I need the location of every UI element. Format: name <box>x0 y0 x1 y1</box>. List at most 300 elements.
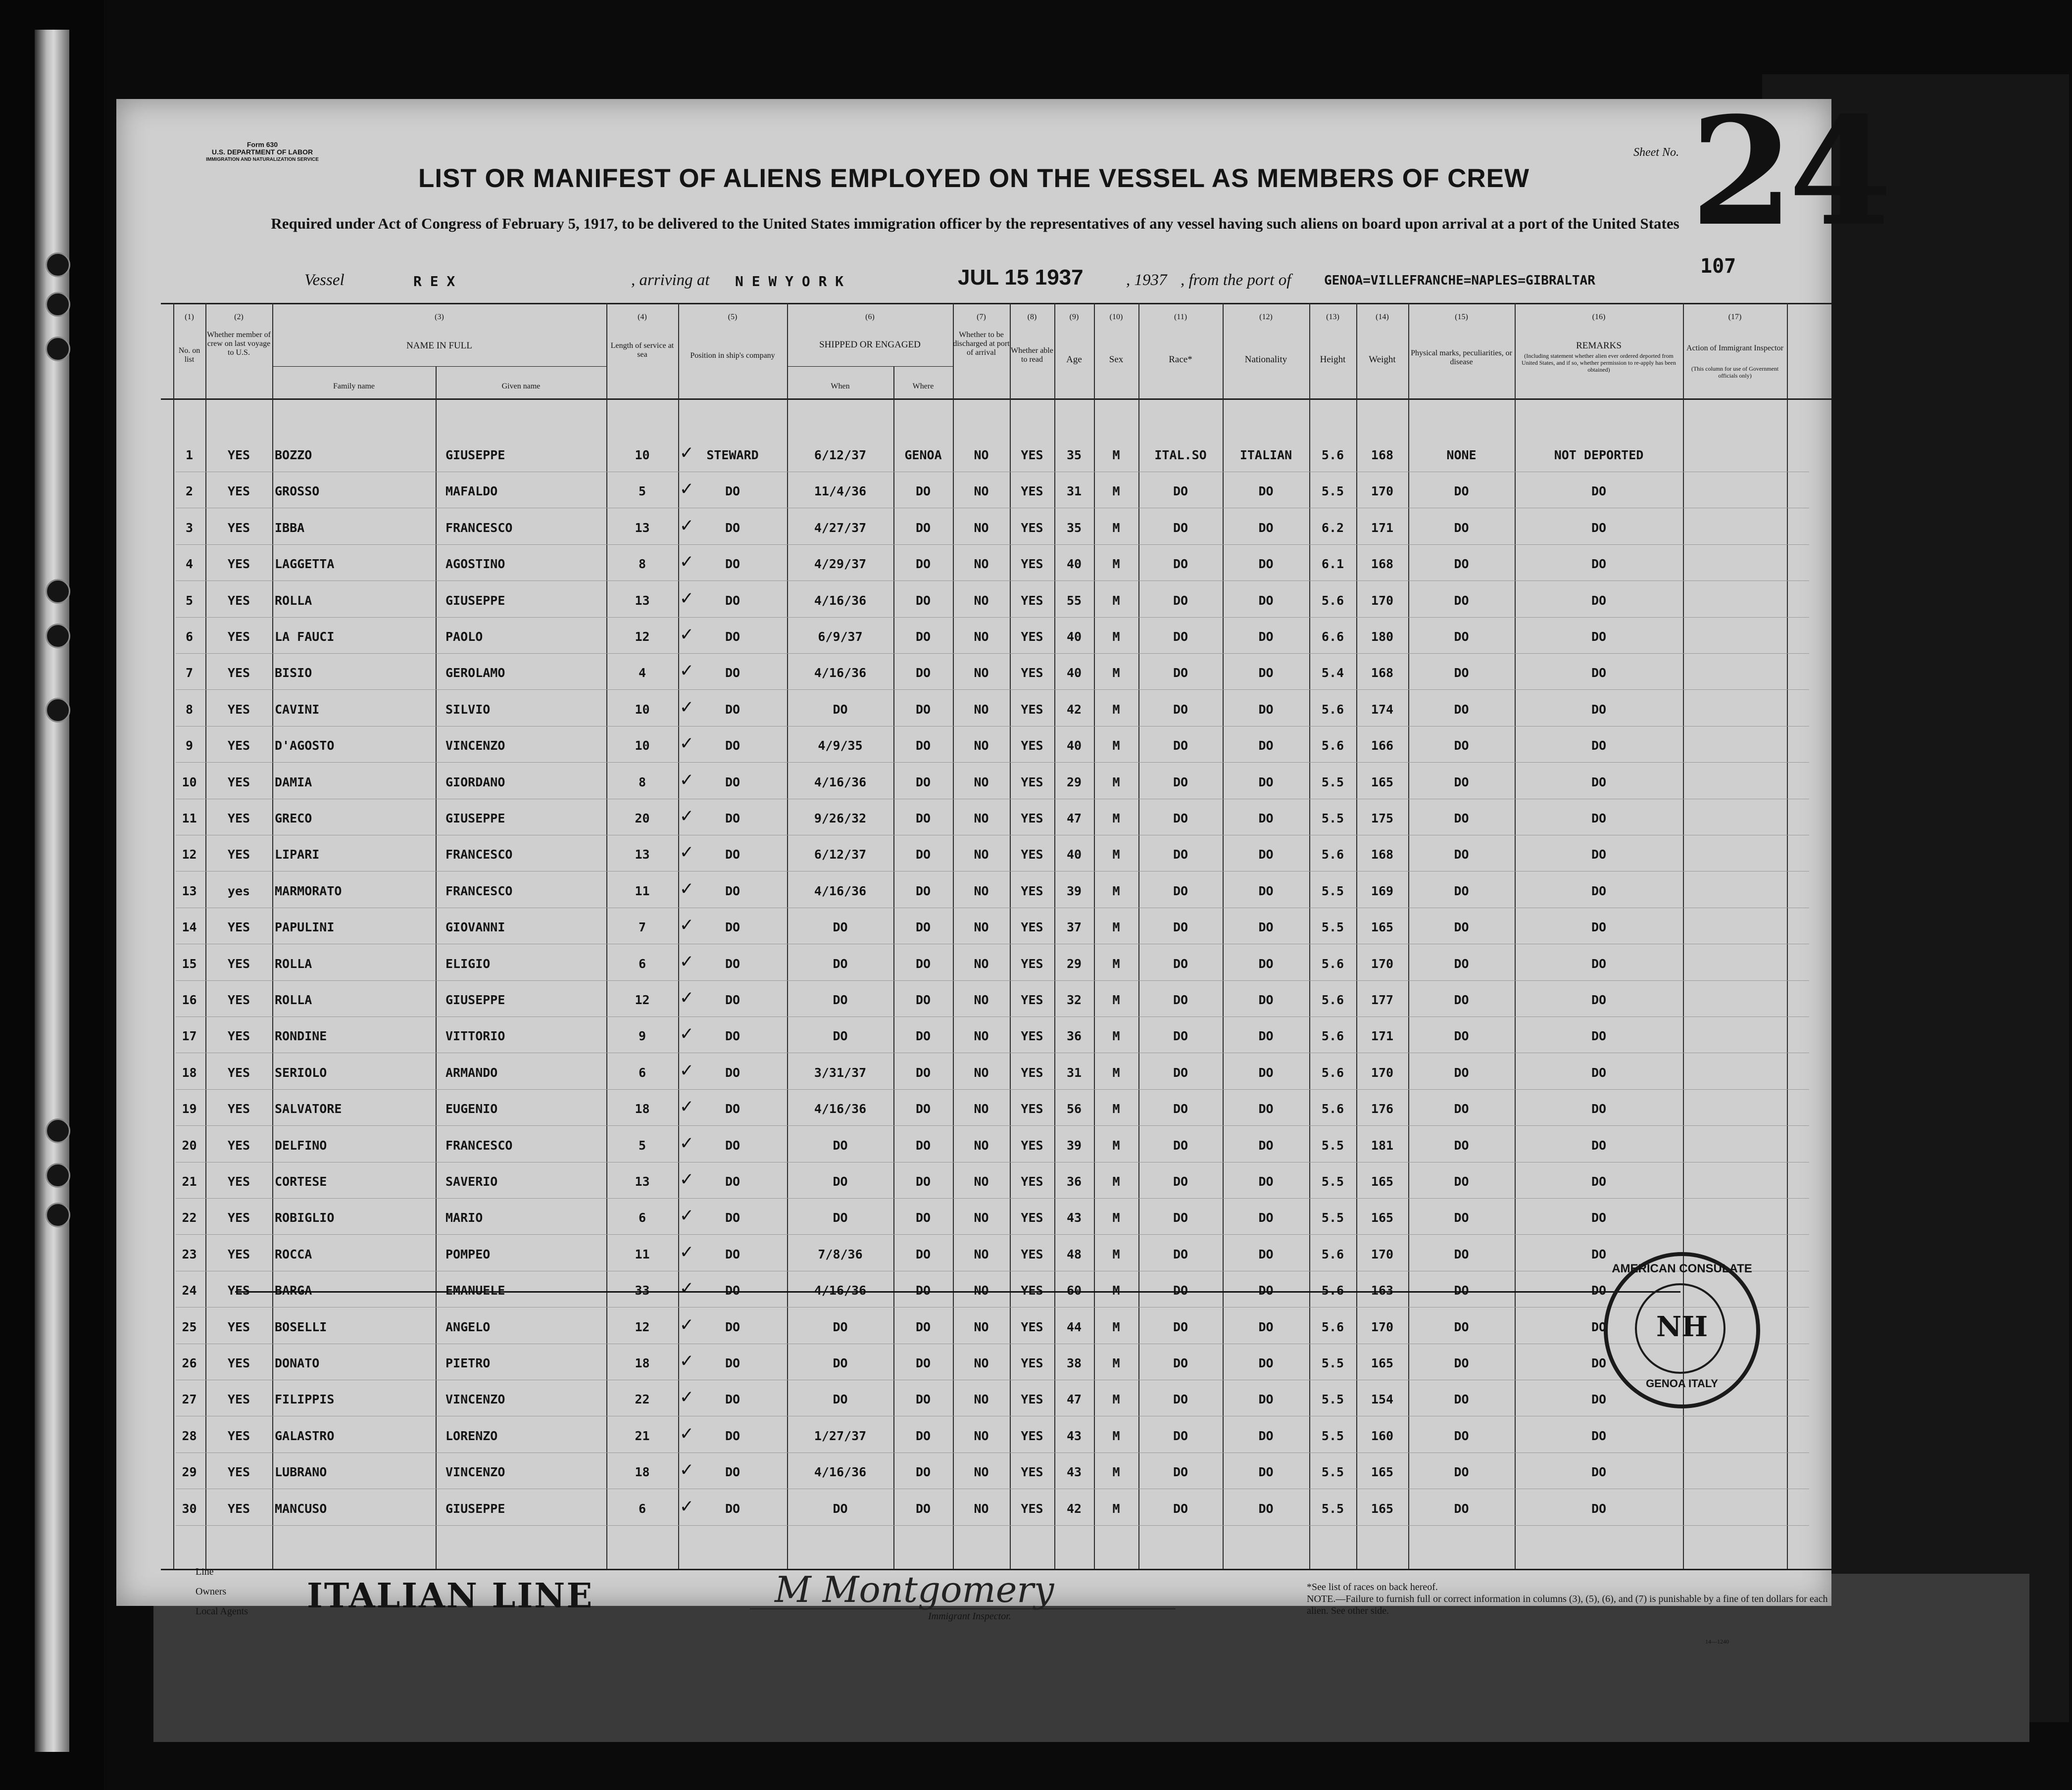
cell-race: DO <box>1173 1392 1188 1406</box>
cell-sex: M <box>1112 1356 1120 1370</box>
cell-sex: M <box>1112 1065 1120 1080</box>
service-line: IMMIGRATION AND NATURALIZATION SERVICE <box>206 157 319 162</box>
cell-no: 29 <box>182 1465 197 1479</box>
cell-position: DO <box>725 521 740 535</box>
cell-height: 5.6 <box>1321 993 1344 1007</box>
cell-remarks: DO <box>1591 957 1607 971</box>
cell-family: ROLLA <box>275 593 312 608</box>
cell-prior: YES <box>227 1029 250 1043</box>
owners-stamp: ITALIAN LINE <box>307 1576 594 1616</box>
cell-discharged: NO <box>974 957 989 971</box>
table-row <box>116 1240 1831 1265</box>
cell-given: GIUSEPPE <box>445 1501 505 1516</box>
cell-no: 26 <box>182 1356 197 1370</box>
cell-no: 20 <box>182 1138 197 1153</box>
cell-weight: 177 <box>1371 993 1394 1007</box>
cell-discharged: NO <box>974 1429 989 1443</box>
cell-read: YES <box>1021 1029 1043 1043</box>
cell-where: DO <box>915 811 931 825</box>
sheet-number: 24 <box>1690 84 1887 259</box>
cell-prior: YES <box>227 993 250 1007</box>
cell-age: 40 <box>1066 557 1082 571</box>
cell-prior: YES <box>227 1392 250 1406</box>
cell-family: LA FAUCI <box>275 629 335 644</box>
cell-race: DO <box>1173 702 1188 717</box>
cell-marks: DO <box>1454 1174 1469 1189</box>
table-row <box>116 1422 1831 1447</box>
cell-position: DO <box>725 920 740 934</box>
seal-text-top: AMERICAN CONSULATE <box>1612 1262 1752 1275</box>
cell-weight: 171 <box>1371 1029 1394 1043</box>
cell-family: LUBRANO <box>275 1465 327 1479</box>
cell-nationality: DO <box>1258 557 1274 571</box>
sheet-label: Sheet No. <box>1633 146 1679 159</box>
cell-sex: M <box>1112 884 1120 898</box>
cell-remarks: DO <box>1591 884 1607 898</box>
cell-given: ELIGIO <box>445 957 491 971</box>
cell-no: 21 <box>182 1174 197 1189</box>
cell-sex: M <box>1112 1247 1120 1261</box>
cell-height: 6.6 <box>1321 629 1344 644</box>
cell-remarks: DO <box>1591 629 1607 644</box>
check-mark: ✓ <box>681 1240 693 1263</box>
cell-discharged: NO <box>974 666 989 680</box>
cell-when: DO <box>833 1320 848 1334</box>
cell-where: DO <box>915 629 931 644</box>
col-number: (8) <box>1027 313 1037 321</box>
page-title: LIST OR MANIFEST OF ALIENS EMPLOYED ON THE VESSEL AS MEMBERS OF CREW <box>418 164 1530 193</box>
cell-discharged: NO <box>974 1210 989 1225</box>
cell-age: 39 <box>1066 1138 1082 1153</box>
cell-when: DO <box>833 1029 848 1043</box>
cell-position: DO <box>725 738 740 753</box>
cell-when: 6/12/37 <box>814 448 867 462</box>
col-number: (16) <box>1592 313 1606 321</box>
cell-race: DO <box>1173 920 1188 934</box>
cell-sex: M <box>1112 1174 1120 1189</box>
cell-remarks: DO <box>1591 521 1607 535</box>
cell-where: DO <box>915 521 931 535</box>
cell-family: GROSSO <box>275 484 320 498</box>
cell-read: YES <box>1021 1392 1043 1406</box>
cell-height: 5.6 <box>1321 957 1344 971</box>
cell-remarks: DO <box>1591 557 1607 571</box>
cell-prior: YES <box>227 1429 250 1443</box>
col-header-nationality: Nationality <box>1244 354 1287 365</box>
header-bottom-rule <box>161 398 1831 400</box>
cell-sex: M <box>1112 775 1120 789</box>
cell-family: D'AGOSTO <box>275 738 335 753</box>
cell-position: DO <box>725 884 740 898</box>
check-mark: ✓ <box>681 659 693 681</box>
col-header-inspector-action: Action of Immigrant Inspector <box>1686 344 1783 352</box>
binder-hole <box>46 337 70 361</box>
cell-no: 19 <box>182 1102 197 1116</box>
cell-discharged: NO <box>974 1356 989 1370</box>
cell-service: 13 <box>635 593 650 608</box>
col-header-remarks-note: (Including statement whether alien ever ordered deported from United States, and if so, whether permission to re-apply has been obtained) <box>1522 352 1676 373</box>
cell-sex: M <box>1112 1138 1120 1153</box>
cell-no: 4 <box>185 557 194 571</box>
cell-race: DO <box>1173 521 1188 535</box>
cell-weight: 170 <box>1371 593 1394 608</box>
row-rule <box>176 1198 1809 1199</box>
cell-family: ROCCA <box>275 1247 312 1261</box>
cell-no: 18 <box>182 1065 197 1080</box>
cell-where: DO <box>915 1210 931 1225</box>
cell-age: 36 <box>1066 1174 1082 1189</box>
cell-service: 10 <box>635 738 650 753</box>
cell-marks: DO <box>1454 1065 1469 1080</box>
cell-age: 43 <box>1066 1210 1082 1225</box>
cell-service: 22 <box>635 1392 650 1406</box>
page-subtitle: Required under Act of Congress of February 5, 1917, to be delivered to the United States immigration officer by the representatives of any vessel having such aliens on board upon arrival at a port of the United States <box>271 215 1679 232</box>
cell-when: 4/16/36 <box>814 775 867 789</box>
cell-family: BOZZO <box>275 448 312 462</box>
cell-discharged: NO <box>974 1465 989 1479</box>
cell-age: 31 <box>1066 484 1082 498</box>
cell-family: GRECO <box>275 811 312 825</box>
cell-where: DO <box>915 920 931 934</box>
cell-nationality: DO <box>1258 521 1274 535</box>
check-mark: ✓ <box>681 1458 693 1481</box>
cell-race: DO <box>1173 993 1188 1007</box>
cell-given: FRANCESCO <box>445 1138 513 1153</box>
cell-read: YES <box>1021 1356 1043 1370</box>
cell-prior: YES <box>227 448 250 462</box>
cell-remarks: DO <box>1591 920 1607 934</box>
cell-remarks: DO <box>1591 993 1607 1007</box>
cell-weight: 171 <box>1371 521 1394 535</box>
cell-sex: M <box>1112 957 1120 971</box>
check-mark: ✓ <box>681 441 693 464</box>
cell-height: 5.6 <box>1321 847 1344 862</box>
cell-remarks: DO <box>1591 1102 1607 1116</box>
cell-given: SAVERIO <box>445 1174 498 1189</box>
cell-remarks: DO <box>1591 775 1607 789</box>
cell-where: DO <box>915 1247 931 1261</box>
table-row <box>116 1349 1831 1374</box>
col-header-height: Height <box>1320 354 1346 365</box>
cell-no: 27 <box>182 1392 197 1406</box>
cell-given: PAOLO <box>445 629 483 644</box>
cell-discharged: NO <box>974 920 989 934</box>
cell-marks: DO <box>1454 775 1469 789</box>
header-top-rule <box>161 303 1831 304</box>
binder-hole <box>46 252 70 277</box>
cell-race: DO <box>1173 738 1188 753</box>
cell-marks: DO <box>1454 702 1469 717</box>
cell-given: VINCENZO <box>445 1392 505 1406</box>
vessel-name: R E X <box>413 273 455 290</box>
cell-prior: YES <box>227 811 250 825</box>
cell-nationality: DO <box>1258 1356 1274 1370</box>
cell-height: 5.5 <box>1321 1429 1344 1443</box>
cell-where: GENOA <box>904 448 942 462</box>
cell-service: 6 <box>638 1065 646 1080</box>
cell-discharged: NO <box>974 1320 989 1334</box>
check-mark: ✓ <box>681 804 693 827</box>
check-mark: ✓ <box>681 731 693 754</box>
cell-marks: DO <box>1454 1102 1469 1116</box>
cell-remarks: DO <box>1591 666 1607 680</box>
cell-position: DO <box>725 775 740 789</box>
cell-discharged: NO <box>974 1029 989 1043</box>
check-mark: ✓ <box>681 623 693 645</box>
col-number: (12) <box>1259 313 1273 321</box>
check-mark: ✓ <box>681 1385 693 1408</box>
cell-prior: YES <box>227 847 250 862</box>
cell-weight: 168 <box>1371 557 1394 571</box>
check-mark: ✓ <box>681 550 693 573</box>
col-number: (15) <box>1455 313 1468 321</box>
cell-read: YES <box>1021 847 1043 862</box>
cell-sex: M <box>1112 1465 1120 1479</box>
cell-sex: M <box>1112 557 1120 571</box>
check-mark: ✓ <box>681 1422 693 1445</box>
check-mark: ✓ <box>681 1313 693 1336</box>
cell-no: 11 <box>182 811 197 825</box>
form-code: 14—1240 <box>1705 1638 1729 1645</box>
binder-spine <box>0 0 104 1790</box>
check-mark: ✓ <box>681 586 693 609</box>
col-number: (10) <box>1109 313 1123 321</box>
cell-nationality: DO <box>1258 884 1274 898</box>
col-number: (3) <box>435 313 444 321</box>
col-number: (13) <box>1326 313 1339 321</box>
cell-where: DO <box>915 993 931 1007</box>
cell-read: YES <box>1021 1138 1043 1153</box>
cell-discharged: NO <box>974 1138 989 1153</box>
arrival-date-stamp: JUL 15 1937 <box>958 265 1084 290</box>
cell-remarks: DO <box>1591 1392 1607 1406</box>
cell-read: YES <box>1021 1065 1043 1080</box>
cell-marks: DO <box>1454 1247 1469 1261</box>
cell-nationality: DO <box>1258 1029 1274 1043</box>
cell-given: FRANCESCO <box>445 847 513 862</box>
cell-weight: 170 <box>1371 484 1394 498</box>
cell-height: 5.5 <box>1321 1174 1344 1189</box>
cell-where: DO <box>915 1465 931 1479</box>
cell-no: 23 <box>182 1247 197 1261</box>
cell-where: DO <box>915 1501 931 1516</box>
cell-prior: YES <box>227 593 250 608</box>
col-number: (5) <box>728 313 738 321</box>
cell-service: 8 <box>638 775 646 789</box>
cell-marks: DO <box>1454 1320 1469 1334</box>
cell-family: BISIO <box>275 666 312 680</box>
table-row <box>116 1385 1831 1410</box>
cell-read: YES <box>1021 629 1043 644</box>
cell-race: DO <box>1173 775 1188 789</box>
cell-position: DO <box>725 1247 740 1261</box>
cell-discharged: NO <box>974 775 989 789</box>
cell-race: DO <box>1173 811 1188 825</box>
cell-prior: YES <box>227 1501 250 1516</box>
col-header-race: Race* <box>1169 354 1192 365</box>
cell-weight: 168 <box>1371 448 1394 462</box>
seal-text-bottom: GENOA ITALY <box>1646 1377 1718 1390</box>
cell-age: 48 <box>1066 1247 1082 1261</box>
cell-service: 20 <box>635 811 650 825</box>
cell-nationality: DO <box>1258 1210 1274 1225</box>
cell-read: YES <box>1021 1174 1043 1189</box>
cell-service: 6 <box>638 1210 646 1225</box>
cell-age: 29 <box>1066 775 1082 789</box>
cell-discharged: NO <box>974 702 989 717</box>
cell-when: 4/16/36 <box>814 1465 867 1479</box>
cell-height: 5.5 <box>1321 811 1344 825</box>
col-header-sex: Sex <box>1109 354 1124 365</box>
row-rule <box>176 1452 1809 1453</box>
cell-service: 18 <box>635 1102 650 1116</box>
cell-given: GIORDANO <box>445 775 505 789</box>
cell-given: GEROLAMO <box>445 666 505 680</box>
cell-height: 5.6 <box>1321 738 1344 753</box>
col-header-name: NAME IN FULL <box>406 340 472 351</box>
col-header-remarks: REMARKS <box>1576 340 1622 351</box>
cell-weight: 174 <box>1371 702 1394 717</box>
check-mark: ✓ <box>681 1349 693 1372</box>
cell-no: 28 <box>182 1429 197 1443</box>
cell-given: LORENZO <box>445 1429 498 1443</box>
cell-where: DO <box>915 1320 931 1334</box>
row-rule <box>176 689 1809 690</box>
col-number: (1) <box>185 313 194 321</box>
cell-given: ARMANDO <box>445 1065 498 1080</box>
table-row <box>116 768 1831 793</box>
col-header-prior-voyage: Whether member of crew on last voyage to U.S. <box>207 331 271 357</box>
cell-service: 13 <box>635 1174 650 1189</box>
cell-marks: DO <box>1454 1210 1469 1225</box>
check-mark: ✓ <box>681 514 693 536</box>
cell-given: EMANUELE <box>445 1283 505 1298</box>
cell-sex: M <box>1112 847 1120 862</box>
cell-nationality: DO <box>1258 1174 1274 1189</box>
binder-hole <box>46 1163 70 1188</box>
arrival-port: N E W Y O R K <box>735 273 844 290</box>
cell-race: DO <box>1173 1247 1188 1261</box>
row-rule <box>176 762 1809 763</box>
departure-ports: GENOA=VILLEFRANCHE=NAPLES=GIBRALTAR <box>1324 273 1595 288</box>
cell-where: DO <box>915 484 931 498</box>
table-row <box>116 840 1831 865</box>
table-row <box>116 877 1831 902</box>
cell-read: YES <box>1021 1247 1043 1261</box>
cell-race: ITAL.SO <box>1154 448 1207 462</box>
cell-read: YES <box>1021 1501 1043 1516</box>
check-mark: ✓ <box>681 986 693 1009</box>
cell-read: YES <box>1021 1465 1043 1479</box>
cell-when: 9/26/32 <box>814 811 867 825</box>
cell-family: BARGA <box>275 1283 312 1298</box>
cell-read: YES <box>1021 702 1043 717</box>
cell-nationality: DO <box>1258 1065 1274 1080</box>
cell-service: 18 <box>635 1356 650 1370</box>
cell-service: 10 <box>635 448 650 462</box>
cell-race: DO <box>1173 847 1188 862</box>
col-header-inspector-note: (This column for use of Government officials only) <box>1691 365 1779 379</box>
cell-remarks: DO <box>1591 1065 1607 1080</box>
cell-marks: DO <box>1454 1356 1469 1370</box>
cell-sex: M <box>1112 593 1120 608</box>
check-mark: ✓ <box>681 1167 693 1190</box>
cell-read: YES <box>1021 738 1043 753</box>
cell-age: 40 <box>1066 738 1082 753</box>
line-label: Line <box>196 1566 214 1577</box>
cell-where: DO <box>915 1138 931 1153</box>
cell-height: 5.5 <box>1321 1392 1344 1406</box>
cell-read: YES <box>1021 920 1043 934</box>
col-header-weight: Weight <box>1369 354 1396 365</box>
cell-service: 13 <box>635 847 650 862</box>
cell-weight: 181 <box>1371 1138 1394 1153</box>
cell-nationality: DO <box>1258 775 1274 789</box>
cell-given: VINCENZO <box>445 1465 505 1479</box>
cell-position: DO <box>725 847 740 862</box>
table-row <box>116 731 1831 756</box>
cell-age: 35 <box>1066 448 1082 462</box>
cell-nationality: DO <box>1258 1283 1274 1298</box>
check-mark: ✓ <box>681 695 693 718</box>
cell-where: DO <box>915 1392 931 1406</box>
cell-nationality: DO <box>1258 957 1274 971</box>
table-row <box>116 1131 1831 1156</box>
cell-marks: DO <box>1454 1029 1469 1043</box>
cell-family: SALVATORE <box>275 1102 342 1116</box>
row-rule <box>176 980 1809 981</box>
table-row <box>116 586 1831 611</box>
cell-sex: M <box>1112 629 1120 644</box>
check-mark: ✓ <box>681 768 693 791</box>
cell-discharged: NO <box>974 521 989 535</box>
check-mark: ✓ <box>681 477 693 500</box>
cell-age: 35 <box>1066 521 1082 535</box>
cell-position: DO <box>725 557 740 571</box>
cell-race: DO <box>1173 1320 1188 1334</box>
cell-no: 5 <box>185 593 194 608</box>
cell-when: DO <box>833 1392 848 1406</box>
cell-discharged: NO <box>974 993 989 1007</box>
cell-age: 39 <box>1066 884 1082 898</box>
cell-service: 12 <box>635 629 650 644</box>
cell-height: 5.6 <box>1321 1320 1344 1334</box>
cell-service: 5 <box>638 484 646 498</box>
cell-race: DO <box>1173 957 1188 971</box>
cell-read: YES <box>1021 666 1043 680</box>
cell-race: DO <box>1173 593 1188 608</box>
cell-weight: 165 <box>1371 1501 1394 1516</box>
cell-when: DO <box>833 920 848 934</box>
cell-family: IBBA <box>275 521 305 535</box>
cell-given: GIUSEPPE <box>445 811 505 825</box>
cell-remarks: DO <box>1591 593 1607 608</box>
cell-age: 40 <box>1066 666 1082 680</box>
cell-where: DO <box>915 666 931 680</box>
cell-nationality: DO <box>1258 1429 1274 1443</box>
row-rule <box>176 653 1809 654</box>
cell-weight: 165 <box>1371 920 1394 934</box>
cell-age: 44 <box>1066 1320 1082 1334</box>
cell-service: 6 <box>638 957 646 971</box>
cell-remarks: DO <box>1591 484 1607 498</box>
cell-age: 42 <box>1066 1501 1082 1516</box>
cell-sex: M <box>1112 521 1120 535</box>
cell-where: DO <box>915 1029 931 1043</box>
cell-where: DO <box>915 1283 931 1298</box>
col-number: (4) <box>638 313 647 321</box>
cell-age: 36 <box>1066 1029 1082 1043</box>
